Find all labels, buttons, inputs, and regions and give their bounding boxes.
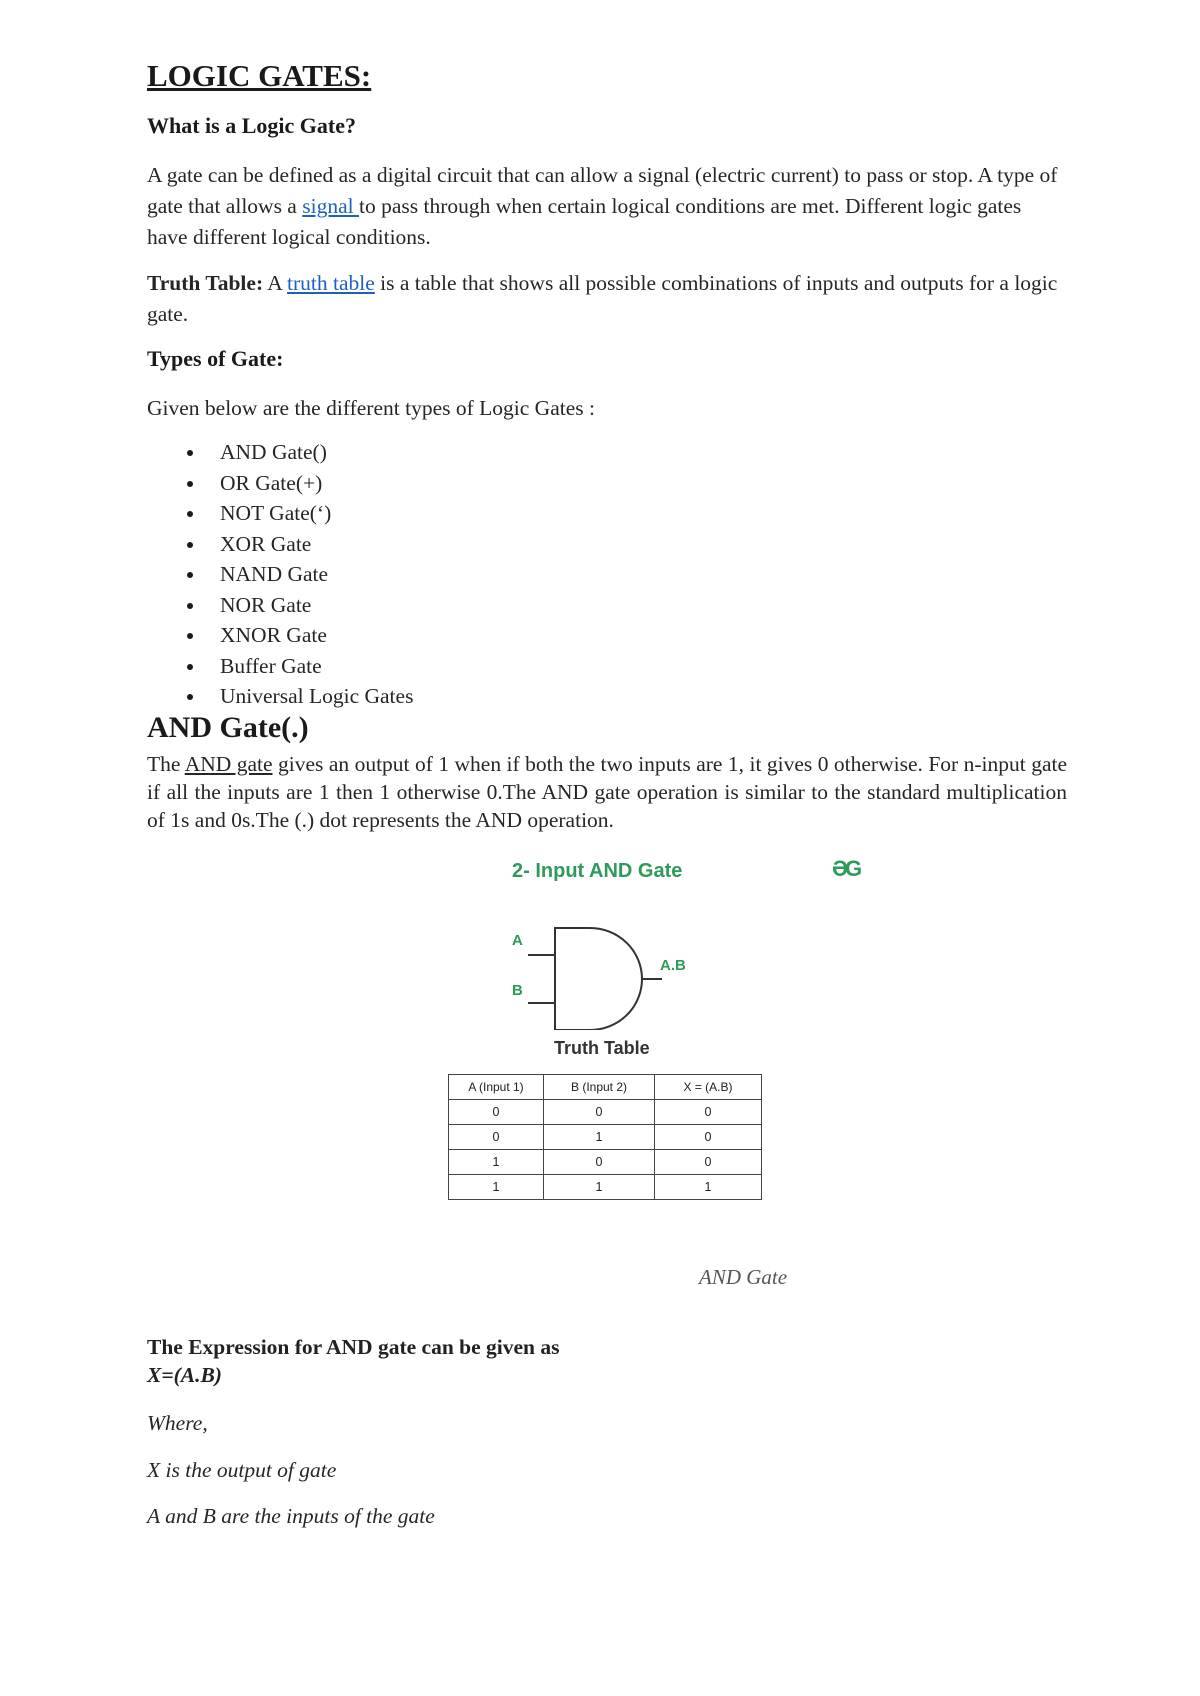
header-a: A (Input 1)	[449, 1075, 544, 1100]
figure-caption: AND Gate	[699, 1265, 788, 1289]
intro-text-1: A gate can be defined as a digital circuit that can allow a signal (electric current) to pass or stop. A type of gate that allows a	[147, 163, 1058, 218]
truth-table-definition	[147, 268, 1067, 330]
table-header-row	[449, 1075, 762, 1100]
truth-table	[448, 1074, 762, 1200]
cell: 0	[655, 1150, 762, 1175]
cell: 0	[655, 1100, 762, 1125]
table-row	[449, 1150, 762, 1175]
and-text-pre: The	[147, 752, 185, 776]
figure-title: 2- Input AND Gate	[512, 860, 683, 882]
and-gate-figure	[440, 850, 880, 1220]
cell: 0	[449, 1125, 544, 1150]
cell: 0	[449, 1100, 544, 1125]
and-gate-heading: AND Gate(.)	[147, 711, 309, 744]
header-x: X = (A.B)	[655, 1075, 762, 1100]
cell: 0	[544, 1150, 655, 1175]
intro-paragraph	[147, 160, 1067, 253]
where-label: Where,	[147, 1411, 208, 1435]
expression-heading: The Expression for AND gate can be given as	[147, 1335, 560, 1359]
table-row	[449, 1125, 762, 1150]
types-heading: Types of Gate:	[147, 346, 284, 371]
truth-def-pre: A	[263, 271, 288, 295]
table-row	[449, 1175, 762, 1200]
and-gate-paragraph	[147, 750, 1067, 834]
signal-link[interactable]: signal	[302, 194, 359, 218]
list-item: NOR Gate	[147, 590, 413, 621]
truth-table-label: Truth Table:	[147, 271, 264, 295]
gate-types-list	[147, 437, 413, 712]
cell: 1	[449, 1150, 544, 1175]
input-b-label: B	[512, 982, 523, 999]
truth-def-post: is a table that shows all possible combinations of inputs and outputs for a logic gate.	[147, 271, 1058, 326]
input-a-label: A	[512, 932, 523, 949]
truth-table-link[interactable]: truth table	[287, 271, 375, 295]
list-item: XNOR Gate	[147, 620, 413, 651]
and-gate-term: AND gate	[184, 752, 273, 776]
list-item: NAND Gate	[147, 559, 413, 590]
list-item: OR Gate(+)	[147, 468, 413, 499]
list-item: Buffer Gate	[147, 651, 413, 682]
expression: X=(A.B)	[147, 1363, 222, 1387]
gfg-logo-icon: ƏG	[832, 856, 860, 881]
list-item: AND Gate()	[147, 437, 413, 468]
truth-table-title: Truth Table	[554, 1038, 650, 1058]
and-gate-symbol-icon	[440, 920, 700, 1030]
where-x: X is the output of gate	[147, 1458, 337, 1482]
list-item: XOR Gate	[147, 529, 413, 560]
gate-body	[555, 928, 642, 1030]
list-item: Universal Logic Gates	[147, 681, 413, 712]
types-intro: Given below are the different types of Logic Gates :	[147, 396, 595, 420]
cell: 1	[544, 1125, 655, 1150]
cell: 1	[449, 1175, 544, 1200]
cell: 1	[655, 1175, 762, 1200]
header-b: B (Input 2)	[544, 1075, 655, 1100]
cell: 1	[544, 1175, 655, 1200]
cell: 0	[544, 1100, 655, 1125]
cell: 0	[655, 1125, 762, 1150]
output-label: A.B	[660, 957, 686, 974]
list-item: NOT Gate(‘)	[147, 498, 413, 529]
page-title: LOGIC GATES:	[147, 58, 372, 93]
where-ab: A and B are the inputs of the gate	[147, 1504, 435, 1528]
table-row	[449, 1100, 762, 1125]
what-heading: What is a Logic Gate?	[147, 113, 356, 138]
intro-text-2: to pass through when certain logical conditions are met. Different logic gates have different logical conditions.	[147, 194, 1022, 249]
and-text-post: gives an output of 1 when if both the two inputs are 1, it gives 0 otherwise. For n-input gate if all the inputs are 1 then 1 otherwise 0.The AND gate operation is similar to the standard multiplication of 1s and 0s.The (.) dot represents the AND operation.	[147, 752, 1068, 832]
